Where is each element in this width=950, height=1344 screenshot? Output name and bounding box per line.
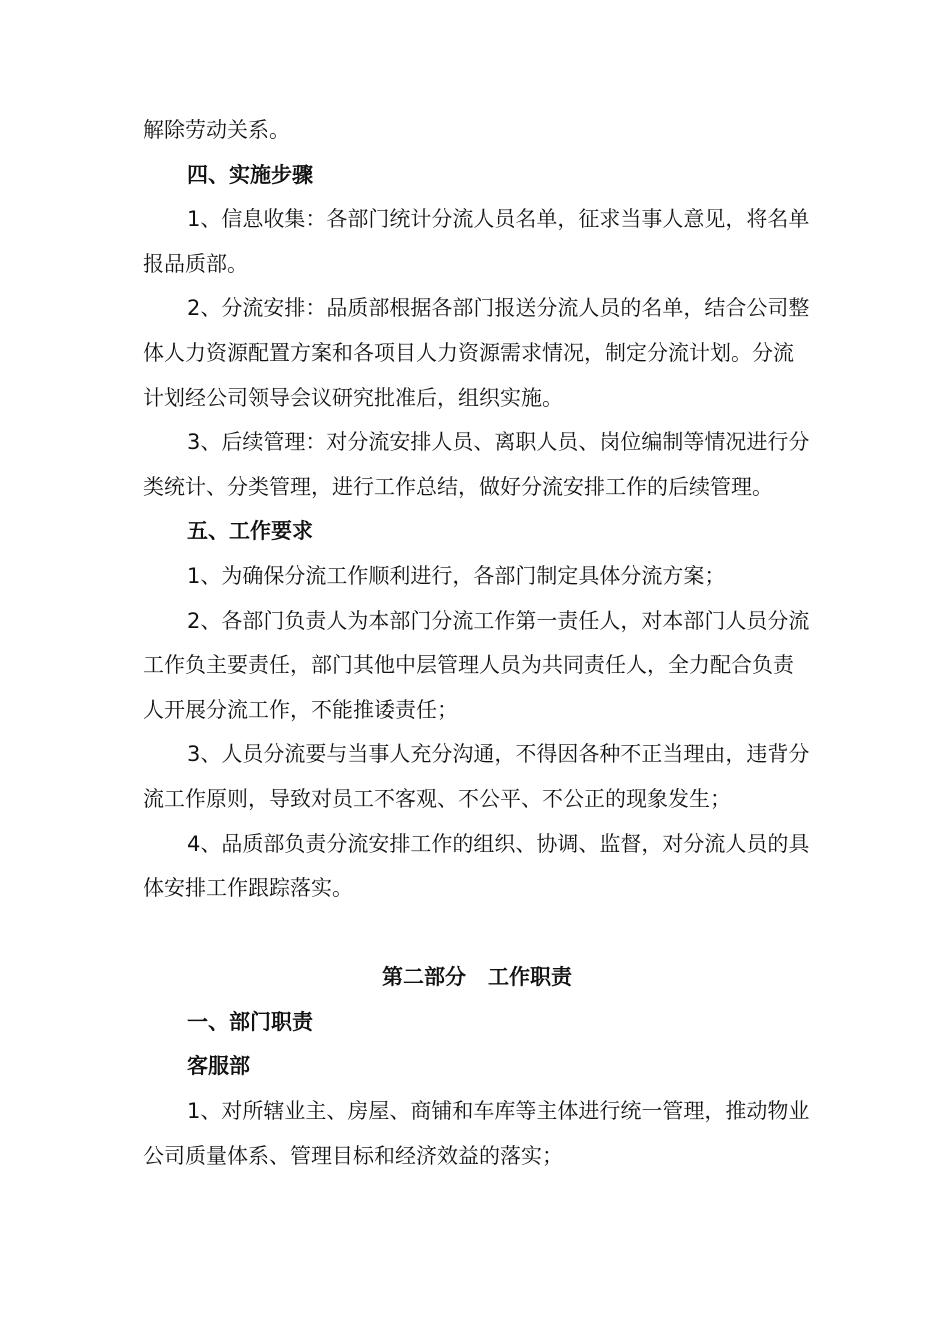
paragraph-info-collection: 1、信息收集：各部门统计分流人员名单，征求当事人意见，将名单报品质部。 — [143, 207, 810, 276]
section-heading-implementation-steps: 四、实施步骤 — [187, 162, 313, 187]
subheading-customer-service-dept: 客服部 — [187, 1054, 250, 1079]
paragraph-diversion-arrangement: 2、分流安排：品质部根据各部门报送分流人员的名单，结合公司整体人力资源配置方案和各项目人力资源需求情况，制定分流计划。分流计划经公司领导会议研究批准后，组织实施。 — [143, 296, 810, 410]
paragraph-follow-up-management: 3、后续管理：对分流安排人员、离职人员、岗位编制等情况进行分类统计、分类管理，进行工作总结，做好分流安排工作的后续管理。 — [143, 430, 810, 499]
paragraph-customer-service-duty-1: 1、对所辖业主、房屋、商铺和车库等主体进行统一管理，推动物业公司质量体系、管理目标和经济效益的落实； — [143, 1099, 810, 1168]
paragraph-requirement-4: 4、品质部负责分流安排工作的组织、协调、监督，对分流人员的具体安排工作跟踪落实。 — [143, 831, 810, 901]
paragraph-requirement-2: 2、各部门负责人为本部门分流工作第一责任人，对本部门人员分流工作负主要责任，部门其他中层管理人员为共同责任人，全力配合负责人开展分流工作，不能推诿责任； — [143, 608, 810, 722]
paragraph-requirement-3: 3、人员分流要与当事人充分沟通，不得因各种不正当理由，违背分流工作原则，导致对员工不客观、不公平、不公正的现象发生； — [143, 742, 810, 811]
section-heading-work-requirements: 五、工作要求 — [187, 519, 313, 544]
paragraph-requirement-1: 1、为确保分流工作顺利进行，各部门制定具体分流方案； — [187, 563, 726, 588]
paragraph-termination-text: 解除劳动关系。 — [143, 118, 290, 142]
document-body — [143, 108, 811, 1178]
section-heading-department-responsibilities: 一、部门职责 — [187, 1009, 313, 1034]
part-title-work-responsibilities: 第二部分 工作职责 — [382, 965, 572, 990]
